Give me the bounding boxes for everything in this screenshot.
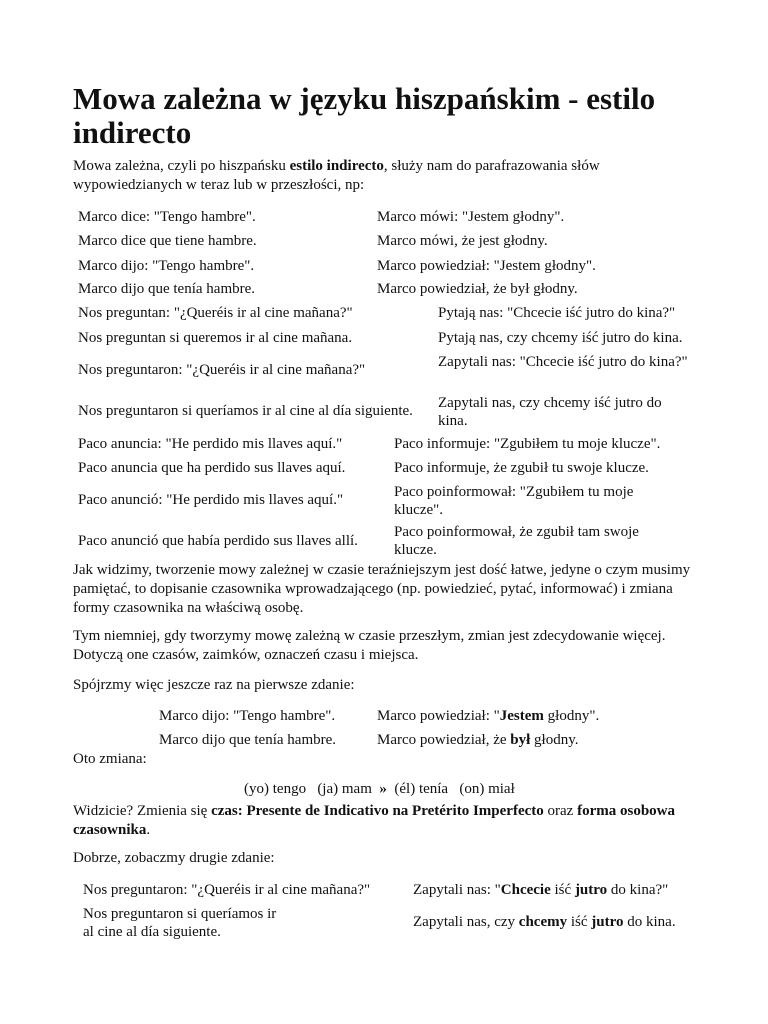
example-pl: Zapytali nas: "Chcecie iść jutro do kina?": [438, 354, 688, 370]
example-es: Marco dice que tiene hambre.: [78, 233, 257, 249]
example-es: Nos preguntaron: "¿Queréis ir al cine mañana?": [78, 362, 366, 378]
example-es: Paco anuncia que ha perdido sus llaves aquí.: [78, 460, 346, 476]
change-label: Oto zmiana:: [73, 751, 147, 767]
example-es: Marco dijo: "Tengo hambre".: [78, 258, 255, 274]
example-pl: Pytają nas: "Chcecie iść jutro do kina?": [438, 305, 676, 321]
second-sentence-pl: Zapytali nas: "Chcecie iść jutro do kina?": [413, 882, 669, 898]
second-sentence-es: Nos preguntaron: "¿Queréis ir al cine mañana?": [83, 882, 371, 898]
second-sentence-es: Nos preguntaron si queríamos ir al cine al día siguiente.: [83, 906, 277, 940]
example-es: Nos preguntaron si queríamos ir al cine al día siguiente.: [78, 403, 413, 419]
example-pl: Paco informuje, że zgubił tu swoje klucze.: [394, 460, 649, 476]
example-es: Paco anunció que había perdido sus llaves allí.: [78, 533, 358, 549]
example-pl: Marco powiedział: "Jestem głodny".: [377, 258, 596, 274]
intro-text-1: Mowa zależna, czyli po hiszpańsku: [73, 158, 290, 174]
example-pl: Paco poinformował: "Zgubiłem tu moje klucze".: [394, 484, 634, 518]
first-sentence-pl: Marco powiedział, że był głodny.: [377, 732, 579, 748]
example-pl: Zapytali nas, czy chcemy iść jutro do kina.: [438, 395, 662, 429]
example-pl: Marco mówi: "Jestem głodny".: [377, 209, 565, 225]
first-sentence-pl: Marco powiedział: "Jestem głodny".: [377, 708, 600, 724]
change-after: (él) tenía (on) miał: [394, 781, 515, 797]
example-es: Nos preguntan si queremos ir al cine mañana.: [78, 330, 353, 346]
intro-text-2: , służy nam do parafrazowania słów wypowiedzianych w teraz lub w przeszłości, np:: [73, 158, 600, 193]
intro-paragraph: [73, 157, 703, 195]
example-pl: Marco powiedział, że był głodny.: [377, 281, 578, 297]
example-pl: Paco informuje: "Zgubiłem tu moje klucze".: [394, 436, 661, 452]
example-pl: Marco mówi, że jest głodny.: [377, 233, 548, 249]
example-es: Marco dice: "Tengo hambre".: [78, 209, 256, 225]
paragraph-present: Jak widzimy, tworzenie mowy zależnej w czasie teraźniejszym jest dość łatwe, jedyne o czym musimy pamiętać, to dopisanie czasownika wprowadzającego (np. powiedzieć, pytać, informować) i zmiana formy czasownika na właściwą osobę.: [73, 562, 691, 616]
example-pl: Paco poinformował, że zgubił tam swoje klucze.: [394, 524, 639, 558]
arrow-icon: »: [379, 781, 387, 797]
second-sentence-pl: Zapytali nas, czy chcemy iść jutro do kina.: [413, 914, 676, 930]
first-sentence-es: Marco dijo: "Tengo hambre".: [159, 708, 336, 724]
paragraph-past: Tym niemniej, gdy tworzymy mowę zależną w czasie przeszłym, zmian jest zdecydowanie więcej. Dotyczą one czasów, zaimków, oznaczeń czasu i miejsca.: [73, 628, 666, 663]
tense-change: [244, 780, 515, 798]
example-es: Nos preguntan: "¿Queréis ir al cine mañana?": [78, 305, 353, 321]
paragraph-second-sentence-intro: Dobrze, zobaczmy drugie zdanie:: [73, 850, 275, 866]
paragraph-explanation: Widzicie? Zmienia się czas: Presente de Indicativo na Pretérito Imperfecto oraz forma osobowa czasownika.: [73, 803, 676, 838]
first-sentence-es: Marco dijo que tenía hambre.: [159, 732, 337, 748]
example-es: Paco anuncia: "He perdido mis llaves aquí.": [78, 436, 343, 452]
example-es: Marco dijo que tenía hambre.: [78, 281, 256, 297]
example-es: Paco anunció: "He perdido mis llaves aquí.": [78, 492, 344, 508]
page-title: Mowa zależna w języku hiszpańskim - estilo indirecto: [73, 81, 656, 150]
example-pl: Pytają nas, czy chcemy iść jutro do kina.: [438, 330, 683, 346]
paragraph-first-sentence-intro: Spójrzmy więc jeszcze raz na pierwsze zdanie:: [73, 677, 355, 693]
intro-term: estilo indirecto: [289, 158, 384, 174]
change-before: (yo) tengo (ja) mam: [244, 781, 372, 797]
